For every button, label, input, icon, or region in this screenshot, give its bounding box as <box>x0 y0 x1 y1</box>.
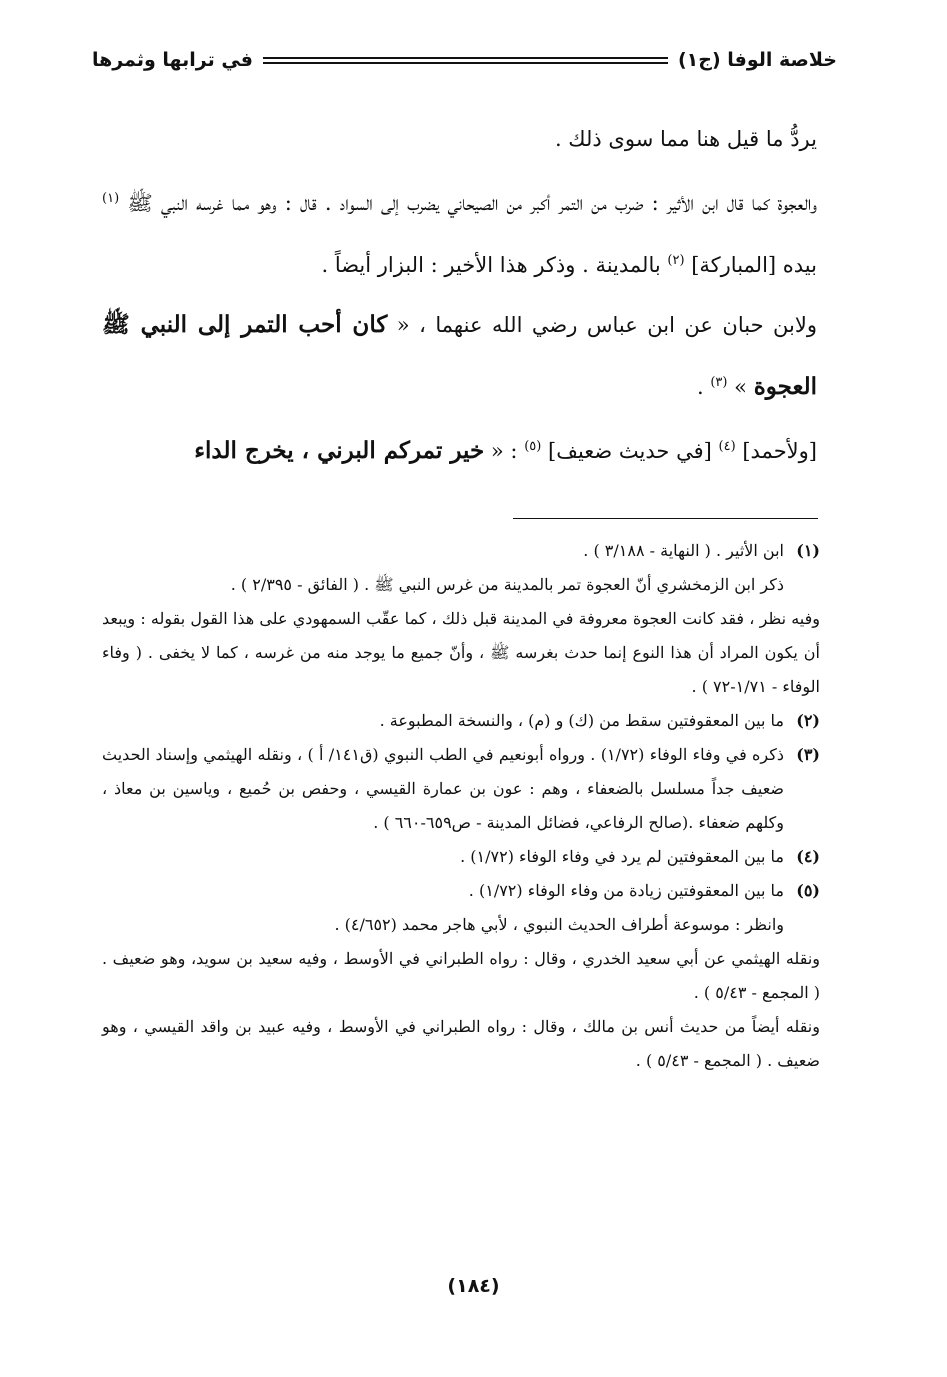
paragraph-1 <box>102 110 817 168</box>
running-header <box>92 38 837 82</box>
footnote-number: (١) <box>796 541 820 560</box>
footnote-1 <box>102 534 820 568</box>
footnote-number: (٣) <box>796 745 820 764</box>
footnote-5 <box>102 874 820 908</box>
footnote-number: (٥) <box>796 881 820 900</box>
footnote-ref-3[interactable]: (٣) <box>710 375 728 390</box>
paragraph-3 <box>102 296 817 416</box>
footnote-ref-1[interactable]: (١) <box>102 191 120 206</box>
paragraph-4 <box>102 418 817 480</box>
quote-close: » <box>734 375 748 399</box>
paragraph-2 <box>102 170 817 294</box>
footnote-2 <box>102 704 820 738</box>
hadith-quote-2: خير تمركم البرني ، يخرج الداء <box>194 437 485 464</box>
footnote-4 <box>102 840 820 874</box>
paragraph-2-end: بالمدينة . وذكر هذا الأخير : البزار أيضاً . <box>321 253 661 277</box>
footnote-text: ابن الأثير . ( النهاية - ٣/١٨٨ ) . <box>583 541 784 560</box>
footnote-ref-4[interactable]: (٤) <box>718 439 736 454</box>
footnote-5-continued: ونقله الهيثمي عن أبي سعيد الخدري ، وقال : رواه الطبراني في الأوسط ، وفيه سعيد بن سويد، وهو ضعيف . ( المجمع - ٥/٤٣ ) . <box>102 949 820 1002</box>
footnote-separator <box>513 518 818 519</box>
paragraph-3-text: ولابن حبان عن ابن عباس رضي الله عنهما ، « <box>396 313 817 337</box>
footnote-1-continued: وفيه نظر ، فقد كانت العجوة معروفة في المدينة قبل ذلك ، كما عقّب السمهودي على هذا القول بقوله : ويبعد أن يكون المراد أن هذا النوع إنما حدث بغرسه ﷺ ، وأنّ جميع ما يوجد منه من غرسه ، كما لا يخفى . ( وفاء الوفاء - ١/٧١-٧٢ ) . <box>102 609 821 696</box>
footnote-ref-2[interactable]: (٢) <box>667 253 685 268</box>
paragraph-2-text: والعجوة كما قال ابن الأثير : ضرب من التمر أكبر من الصيحاني يضرب إلى السواد . قال : وهو مما غرسه النبي ﷺ <box>127 191 817 215</box>
footnote-ref-5[interactable]: (٥) <box>524 439 542 454</box>
footnote-1-continued: ذكر ابن الزمخشري أنّ العجوة تمر بالمدينة من غرس النبي ﷺ . ( الفائق - ٢/٣٩٥ ) . <box>230 575 784 594</box>
footnote-number: (٤) <box>796 847 820 866</box>
main-text <box>102 110 817 480</box>
footnote-5-continued: وانظر : موسوعة أطراف الحديث النبوي ، لأبي هاجر محمد (٤/٦٥٢) . <box>334 915 784 934</box>
paragraph-1-text: يردُّ ما قيل هنا مما سوى ذلك . <box>554 127 817 151</box>
paragraph-4-text: [ولأحمد] <box>742 439 817 463</box>
paragraph-4-mid: [في حديث ضعيف] <box>548 439 712 463</box>
footnote-text: ذكره في وفاء الوفاء (١/٧٢) . ورواه أبونعيم في الطب النبوي (ق١٤١/ أ ) ، ونقله الهيثمي وإسناد الحديث ضعيف جداً مسلسل بالضعفاء ، وهم : عون بن عمارة القيسي ، وحفص بن حُميع ، وياسين بن معاذ ، وكلهم ضعفاء .(صالح الرفاعي، فضائل المدينة - ص٦٥٩-٦٦٠ ) . <box>102 745 785 832</box>
paragraph-3-end: . <box>696 375 704 399</box>
book-title: خلاصة الوفا (ج١) <box>677 49 837 71</box>
footnote-number: (٢) <box>796 711 820 730</box>
footnote-5-continued: ونقله أيضاً من حديث أنس بن مالك ، وقال : رواه الطبراني في الأوسط ، وفيه عبيد بن واقد القيسي ، وهو ضعيف . ( المجمع - ٥/٤٣ ) . <box>102 1017 820 1070</box>
footnote-text: ما بين المعقوفتين لم يرد في وفاء الوفاء (١/٧٢) . <box>460 847 784 866</box>
header-rule <box>263 57 668 64</box>
paragraph-4-colon: : « <box>490 439 518 463</box>
page-number: (١٨٤) <box>447 1275 500 1297</box>
footnote-text: ما بين المعقوفتين زيادة من وفاء الوفاء (١/٧٢) . <box>468 881 784 900</box>
footnotes <box>102 534 820 1078</box>
footnote-text: ما بين المعقوفتين سقط من (ك) و (م) ، والنسخة المطبوعة . <box>379 711 784 730</box>
hadith-quote-1: كان أحب التمر إلى النبي ﷺ العجوة <box>102 311 817 400</box>
footnote-3 <box>102 738 820 840</box>
chapter-title: في ترابها وثمرها <box>92 49 253 71</box>
paragraph-2-mid: بيده [المباركة] <box>691 253 817 277</box>
